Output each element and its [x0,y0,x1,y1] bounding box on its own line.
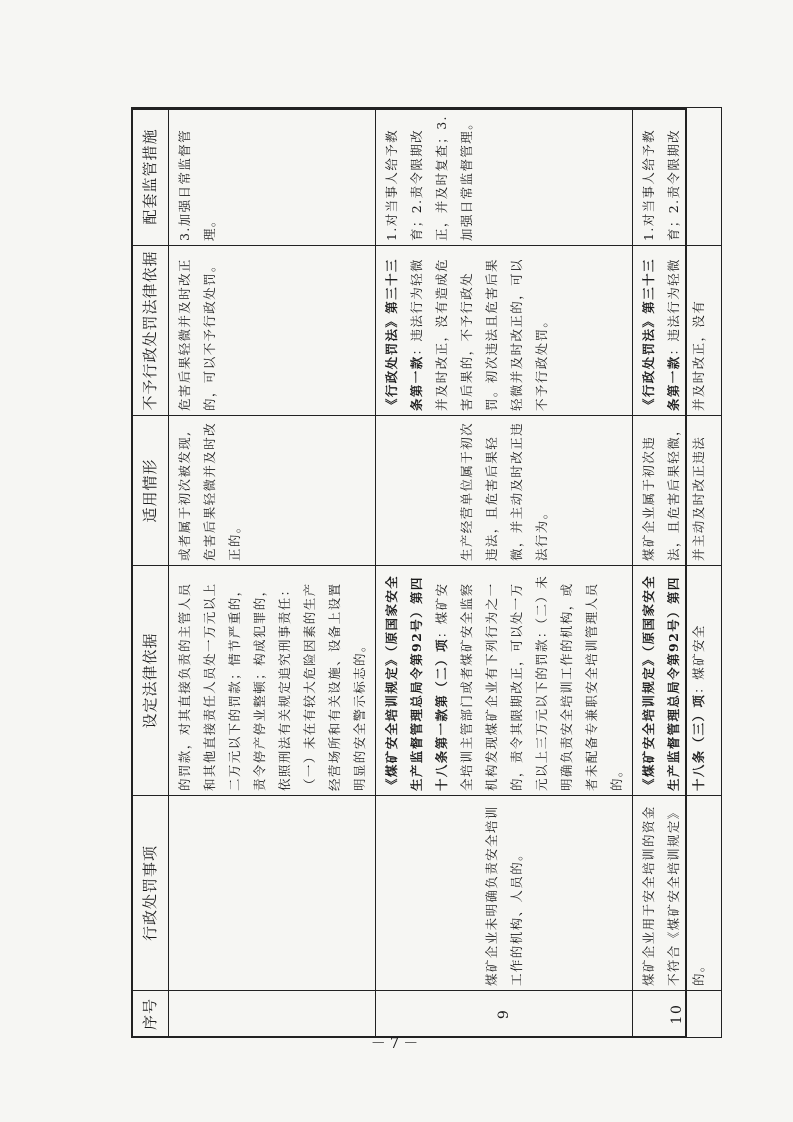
cell-seq: 9 [376,991,633,1038]
basis-text: ：煤矿安全 [691,624,706,694]
cell-no-penalty [633,246,722,416]
header-situation: 适用情形 [132,416,169,566]
cell-situation: 或者属于初次被发现,危害后果轻微并及时改正的。 [169,416,376,566]
cell-item: 煤矿企业未明确负责安全培训工作的机构、人员的。 [376,796,633,991]
penalty-table [131,107,722,1038]
basis-text: ：煤矿安全培训主管部门或者煤矿安全监察机构发现煤矿企业有下列行为之一的，责令其限期改正，可以处一万元以上三万元以下的罚款：（二）未明确负责安全培训工作的机构，或者未配备专兼职安全培训管理人员的。 [434,574,624,791]
header-no-penalty: 不予行政处罚法律依据 [132,246,169,416]
table-row-10 [633,108,722,1038]
header-item: 行政处罚事项 [132,796,169,991]
cell-item [169,796,376,991]
rotated-table-wrapper [131,108,706,1038]
cell-item: 煤矿企业用于安全培训的资金不符合《煤矿安全培训规定》的。 [633,796,722,991]
cell-measures: 1.对当事人给予教育；2.责令限期改 [633,108,722,246]
cell-measures: 3.加强日常监督管理。 [169,108,376,246]
no-penalty-citation: 《行政处罚法》第三十三条第一款 [641,258,681,411]
basis-citation: 《煤矿安全培训规定》（原国家安全生产监督管理总局令第92号）第四十八条第一款第（二）项 [384,574,449,791]
cell-basis [376,566,633,796]
cell-situation: 生产经营单位属于初次违法，且危害后果轻微，并主动及时改正违法行为。 [376,416,633,566]
header-measures: 配套监管措施 [132,108,169,246]
no-penalty-text: ：违法行为轻微并及时改正，没有造成危害后果的，不予行政处罚。初次违法且危害后果轻微并及时改正的，可以不予行政处罚。 [409,258,549,411]
header-basis: 设定法律依据 [132,566,169,796]
no-penalty-text: ：违法行为轻微并及时改正，没有 [666,258,706,411]
cell-situation: 煤矿企业属于初次违法，且危害后果轻微，并主动及时改正违法 [633,416,722,566]
table-row-continuation [169,108,376,1038]
cell-basis [633,566,722,796]
cell-no-penalty [376,246,633,416]
cell-seq [169,991,376,1038]
table-row-9 [376,108,633,1038]
header-seq: 序号 [132,991,169,1038]
no-penalty-citation: 《行政处罚法》第三十三条第一款 [384,258,424,411]
cell-seq: 10 [633,991,722,1038]
table-header-row [132,108,169,1038]
cell-no-penalty: 危害后果轻微并及时改正的，可以不予行政处罚。 [169,246,376,416]
cell-measures: 1.对当事人给予教育；2.责令限期改正，并及时复查；3.加强日常监督管理。 [376,108,633,246]
page-number: －7－ [370,1034,423,1052]
cell-basis: 的罚款，对其直接负责的主管人员和其他直接责任人员处一万元以上二万元以下的罚款；情节严重的，责令停产停业整顿；构成犯罪的，依照刑法有关规定追究刑事责任：（一）未在有较大危险因素的生产经营场所和有关设施、设备上设置明显的安全警示标志的。 [169,566,376,796]
basis-citation: 《煤矿安全培训规定》（原国家安全生产监督管理总局令第92号）第四十八条（三）项 [641,574,706,791]
